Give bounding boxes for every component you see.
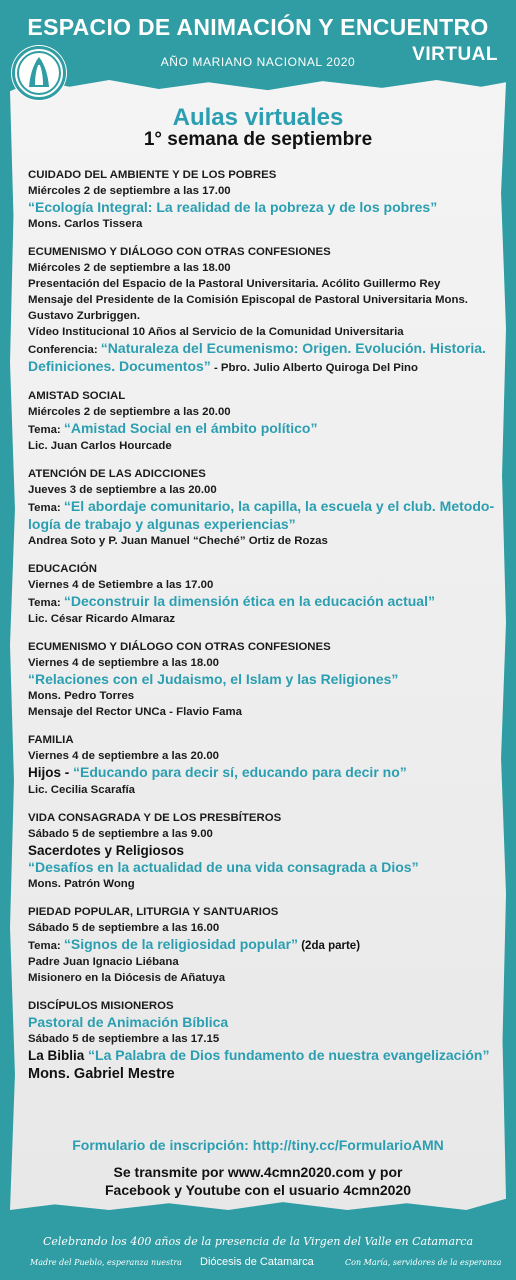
virgin-logo-icon — [12, 46, 66, 100]
section-title: FAMILIA — [28, 734, 74, 746]
section-title: ECUMENISMO Y DIÁLOGO CON OTRAS CONFESIONES — [28, 641, 331, 653]
section-title: CUIDADO DEL AMBIENTE Y DE LOS POBRES — [28, 169, 277, 181]
detail-line: Mensaje del Presidente de la Comisión Episcopal de Pastoral Universitaria Mons. — [28, 294, 468, 306]
section-date: Viernes 4 de Setiembre a las 17.00 — [28, 579, 214, 591]
talk-title: “Naturaleza del Ecumenismo: Origen. Evolución. Historia. — [100, 340, 486, 356]
talk-label: La Biblia — [28, 1048, 89, 1063]
conference-line — [28, 340, 498, 358]
section-title: ATENCIÓN DE LAS ADICCIONES — [28, 468, 206, 480]
talk-label: Hijos - — [28, 765, 74, 780]
section-title: AMISTAD SOCIAL — [28, 390, 126, 402]
talk-title-cont: logía de trabajo y algunas experiencias” — [28, 516, 296, 532]
speaker: Mons. Gabriel Mestre — [28, 1066, 175, 1082]
section-vida-consagrada — [28, 810, 498, 892]
program-name: Pastoral de Animación Bíblica — [28, 1014, 229, 1030]
main-title: ESPACIO DE ANIMACIÓN Y ENCUENTRO — [27, 14, 489, 40]
talk-title: “El abordaje comunitario, la capilla, la escuela y el club. Metodo- — [63, 498, 495, 514]
section-piedad-popular — [28, 904, 498, 986]
section-ecumenismo-1 — [28, 244, 498, 376]
speaker: Mons. Pedro Torres — [28, 690, 135, 702]
topic-line — [28, 1047, 498, 1065]
section-familia — [28, 732, 498, 798]
talk-label: Tema: — [28, 597, 64, 609]
section-amistad-social — [28, 388, 498, 454]
talk-title: “Ecología Integral: La realidad de la pobreza y de los pobres” — [28, 199, 438, 215]
section-title: EDUCACIÓN — [28, 563, 97, 575]
talk-label: Sacerdotes y Religiosos — [28, 843, 185, 858]
detail-line: Vídeo Institucional 10 Años al Servicio de la Comunidad Universitaria — [28, 326, 404, 338]
talk-label: Tema: — [28, 502, 64, 514]
footer-left: Madre del Pueblo, esperanza nuestra — [30, 1258, 182, 1267]
topic-line — [28, 420, 498, 438]
topic-line — [28, 764, 498, 782]
extra-line: Misionero en la Diócesis de Añatuya — [28, 972, 226, 984]
talk-title: “La Palabra de Dios fundamento de nuestra evangelización” — [88, 1047, 490, 1063]
section-discipulos — [28, 998, 498, 1083]
schedule — [28, 167, 498, 1095]
conference-line-2 — [28, 358, 498, 376]
transmission-info — [0, 1163, 516, 1199]
section-title: DISCÍPULOS MISIONEROS — [28, 1000, 174, 1012]
speaker: Mons. Patrón Wong — [28, 878, 135, 890]
virtual-label: VIRTUAL — [412, 44, 498, 65]
section-date: Sábado 5 de septiembre a las 17.15 — [28, 1033, 220, 1045]
speaker: Andrea Soto y P. Juan Manuel “Cheché” Ortiz de Rozas — [28, 535, 328, 547]
aulas-title: Aulas virtuales — [172, 104, 344, 131]
talk-note: (2da parte) — [298, 940, 361, 952]
footer-right: Con María, servidores de la esperanza — [345, 1258, 502, 1267]
section-title: VIDA CONSAGRADA Y DE LOS PRESBÍTEROS — [28, 812, 282, 824]
section-cuidado-ambiente — [28, 167, 498, 232]
speaker: Lic. Juan Carlos Hourcade — [28, 440, 172, 452]
footer-celebration: Celebrando los 400 años de la presencia de la Virgen del Valle en Catamarca — [42, 1235, 474, 1248]
speaker: - Pbro. Julio Alberto Quiroga Del Pino — [210, 362, 418, 374]
section-adicciones — [28, 466, 498, 549]
section-date: Sábado 5 de septiembre a las 9.00 — [28, 828, 213, 840]
topic-line — [28, 936, 498, 954]
section-date: Miércoles 2 de septiembre a las 20.00 — [28, 406, 231, 418]
topic-line — [28, 498, 498, 516]
section-title: PIEDAD POPULAR, LITURGIA Y SANTUARIOS — [28, 906, 279, 918]
footer-diocese: Diócesis de Catamarca — [200, 1256, 314, 1268]
registration-link[interactable]: Formulario de inscripción: http://tiny.cc/FormularioAMN — [72, 1137, 444, 1153]
detail-line: Presentación del Espacio de la Pastoral Universitaria. Acólito Guillermo Rey — [28, 278, 441, 290]
footer-bar — [0, 1256, 516, 1272]
speaker: Lic. Cecilia Scarafía — [28, 784, 136, 796]
section-date: Miércoles 2 de septiembre a las 17.00 — [28, 185, 231, 197]
detail-line: Gustavo Zurbriggen. — [28, 310, 141, 322]
subtitle: AÑO MARIANO NACIONAL 2020 — [160, 55, 356, 69]
talk-label: Tema: — [28, 424, 64, 436]
talk-title: “Deconstruir la dimensión ética en la educación actual” — [63, 593, 435, 609]
talk-title: “Educando para decir sí, educando para decir no” — [73, 764, 407, 780]
talk-title-cont: Definiciones. Documentos” — [28, 358, 211, 374]
section-date: Miércoles 2 de septiembre a las 18.00 — [28, 262, 231, 274]
transmission-line-1: Se transmite por www.4cmn2020.com y por — [113, 1164, 403, 1180]
talk-label: Tema: — [28, 940, 64, 952]
talk-title: “Relaciones con el Judaismo, el Islam y las Religiones” — [28, 671, 399, 687]
header — [0, 0, 516, 92]
section-date: Sábado 5 de septiembre a las 16.00 — [28, 922, 220, 934]
section-ecumenismo-2 — [28, 639, 498, 720]
talk-title: “Signos de la religiosidad popular” — [63, 936, 299, 952]
talk-title: “Amistad Social en el ámbito político” — [63, 420, 318, 436]
talk-title: “Desafíos en la actualidad de una vida consagrada a Dios” — [28, 859, 419, 875]
speaker: Lic. César Ricardo Almaraz — [28, 613, 176, 625]
topic-line — [28, 593, 498, 611]
section-date: Viernes 4 de septiembre a las 20.00 — [28, 750, 220, 762]
week-title: 1° semana de septiembre — [143, 129, 373, 150]
extra-line: Mensaje del Rector UNCa - Flavio Fama — [28, 706, 242, 718]
section-educacion — [28, 561, 498, 627]
speaker: Mons. Carlos Tissera — [28, 218, 143, 230]
section-title: ECUMENISMO Y DIÁLOGO CON OTRAS CONFESIONES — [28, 246, 331, 258]
transmission-line-2: Facebook y Youtube con el usuario 4cmn2020 — [104, 1182, 412, 1198]
speaker: Padre Juan Ignacio Liébana — [28, 956, 179, 968]
section-date: Viernes 4 de septiembre a las 18.00 — [28, 657, 220, 669]
talk-label: Conferencia: — [28, 344, 101, 356]
section-date: Jueves 3 de septiembre a las 20.00 — [28, 484, 217, 496]
